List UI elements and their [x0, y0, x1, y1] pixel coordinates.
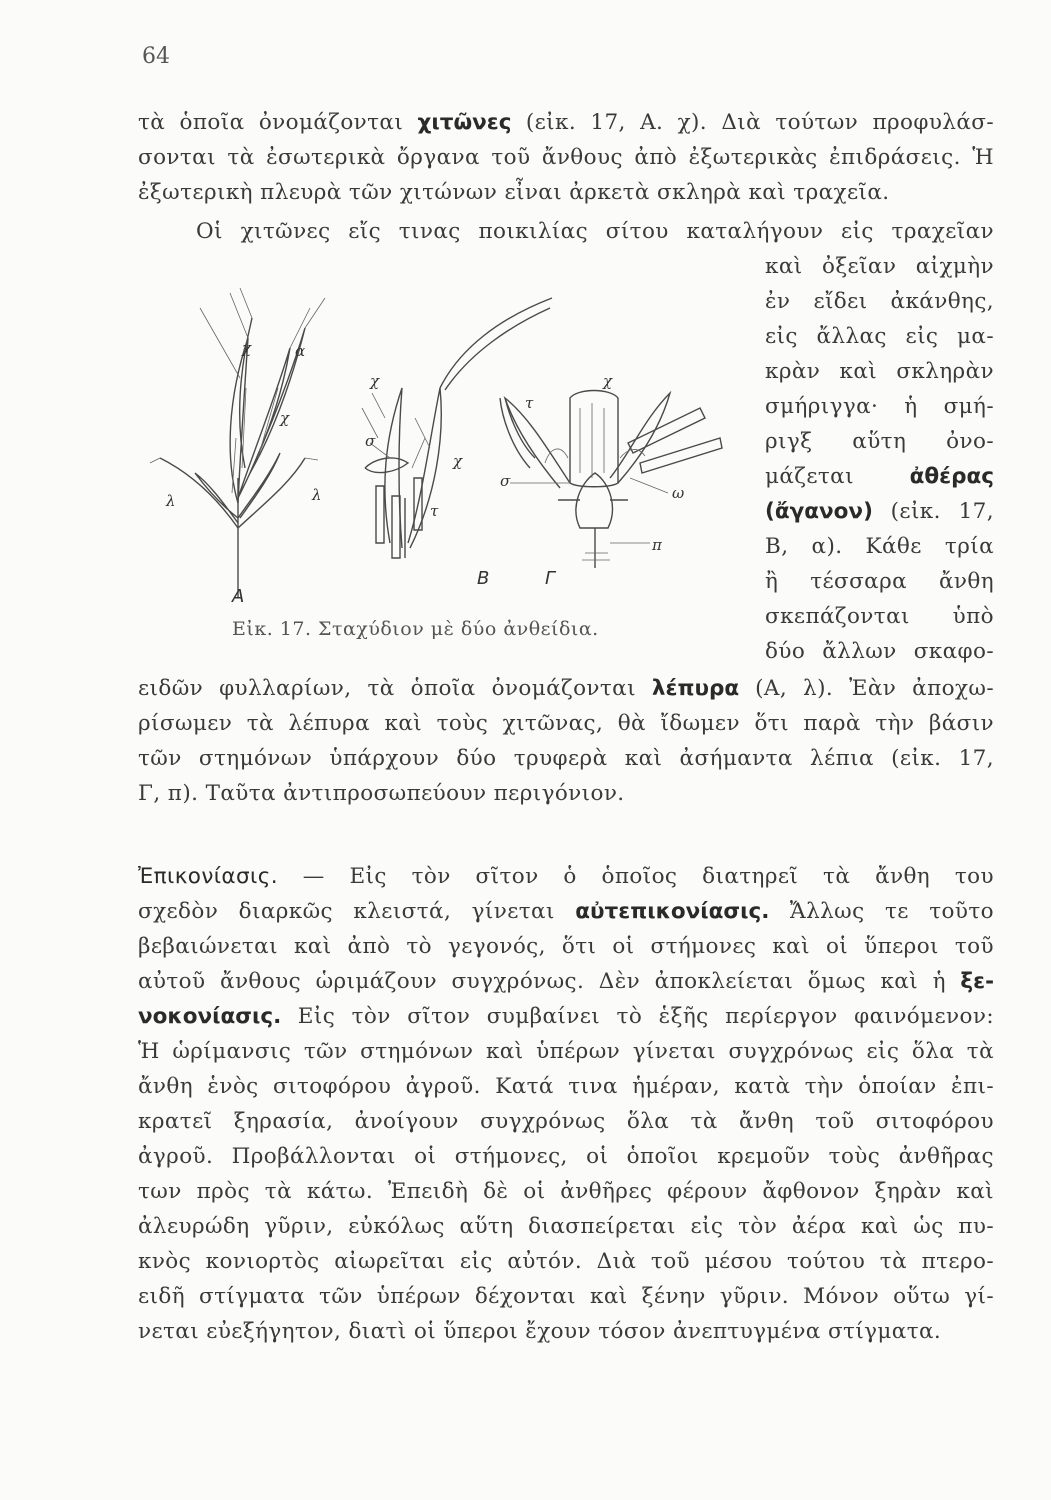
label-omega-c: ω [672, 484, 685, 502]
label-alpha-a: α [295, 342, 306, 360]
text-line: βεβαιώνεται καὶ ἀπὸ τὸ γεγονός, ὅτι οἱ στήμονες καὶ οἱ ὕπεροι τοῦ [138, 934, 994, 959]
label-chi-c: χ [603, 372, 613, 390]
label-pi-c: π [652, 536, 662, 554]
term-autepikoniasis: αὐτεπικονίασις. [575, 899, 770, 924]
text-span: (εἰκ. 17, [872, 499, 994, 524]
panel-b-drawing [362, 298, 552, 558]
text-line: ἐξωτερικὴ πλευρὰ τῶν χιτώνων εἶναι ἀρκετὰ σκληρὰ καὶ τραχεῖα. [138, 180, 890, 205]
text-line [138, 860, 994, 894]
text-line: σονται τὰ ἐσωτερικὰ ὄργανα τοῦ ἄνθους ἀπὸ ἐξωτερικὰς ἐπιδράσεις. Ἡ [138, 145, 994, 170]
text-line [138, 672, 994, 706]
text-line [138, 965, 994, 999]
text-line: σκεπάζονται ὑπὸ [765, 604, 994, 629]
text-line: κρὰν καὶ σκληρὰν [765, 359, 994, 384]
text-line: ρίσωμεν τὰ λέπυρα καὶ τοὺς χιτῶνας, θὰ ἴδωμεν ὅτι παρὰ τὴν βάσιν [138, 711, 994, 736]
text-line: των πρὸς τὰ κάτω. Ἐπειδὴ δὲ οἱ ἀνθῆρες φέρουν ἄφθονον ξηρὰν καὶ [138, 1179, 994, 1204]
text-span: αὐτοῦ ἄνθους ὡριμάζουν συγχρόνως. Δὲν ἀποκλείεται ὅμως καὶ ἡ [138, 969, 961, 994]
label-sigma-c: σ [500, 472, 511, 490]
text-line: καὶ ὀξεῖαν αἰχμὴν [765, 254, 994, 279]
text-line [765, 460, 994, 494]
label-lambda-left: λ [166, 492, 176, 510]
label-chi-b2: χ [453, 452, 463, 470]
label-chi-b: χ [370, 372, 380, 390]
text-line [138, 895, 994, 929]
text-line: ἀγροῦ. Προβάλλονται οἱ στήμονες, οἱ ὁποῖοι κρεμοῦν τοὺς ἀνθῆρας [138, 1144, 994, 1169]
text-line: ἄνθη ἑνὸς σιτοφόρου ἀγροῦ. Κατά τινα ἡμέραν, κατὰ τὴν ὁποίαν ἐπι- [138, 1074, 994, 1099]
text-line: τῶν στημόνων ὑπάρχουν δύο τρυφερὰ καὶ ἀσήμαντα λέπια (εἰκ. 17, [138, 746, 994, 771]
spikelet-illustration [140, 268, 740, 613]
term-chitones: χιτῶνες [417, 110, 512, 135]
text-line: εἰς ἄλλας εἰς μα- [765, 324, 994, 349]
label-lambda-right: λ [312, 486, 322, 504]
page-number: 64 [142, 44, 170, 69]
text-line: ἐν εἴδει ἀκάνθης, [765, 289, 994, 314]
panel-label-b: Β [477, 568, 490, 589]
term-aganon: (ἄγανον) [765, 499, 873, 524]
text-line [765, 495, 994, 529]
text-line [138, 1000, 994, 1034]
label-tau-b: τ [430, 502, 439, 520]
label-leaders [510, 478, 668, 543]
text-span: σχεδὸν διαρκῶς κλειστά, γίνεται [138, 899, 576, 924]
term-atheras: ἀθέρας [909, 464, 994, 489]
text-line: σμήριγγα· ἡ σμή- [765, 394, 994, 419]
text-line [138, 106, 994, 140]
figure-17 [140, 268, 740, 613]
term-xenokoniasis-part1: ξε- [960, 969, 994, 994]
term-xenokoniasis-part2: νοκονίασις. [138, 1004, 282, 1029]
section-heading: Ἐπικονίασις. [138, 864, 278, 889]
panel-label-a: Α [232, 586, 245, 607]
text-span: Ἄλλως τε τοῦτο [769, 899, 994, 924]
text-span: ειδῶν φυλλαρίων, τὰ ὁποῖα ὀνομάζονται [138, 676, 652, 701]
text-line: ριγξ αὕτη ὀνο- [765, 429, 994, 454]
label-tau-c: τ [525, 394, 534, 412]
text-line: ειδῆ στίγματα τῶν ὑπέρων δέχονται καὶ ξένην γῦριν. Μόνον οὕτω γί- [138, 1284, 994, 1309]
text-line: ἢ τέσσαρα ἄνθη [765, 569, 994, 594]
text-line: Ἡ ὡρίμανσις τῶν στημόνων καὶ ὑπέρων γίνεται συγχρόνως εἰς ὅλα τὰ [138, 1039, 994, 1064]
text-line: Β, α). Κάθε τρία [765, 534, 994, 559]
text-line: Οἱ χιτῶνες εἴς τινας ποικιλίας σίτου καταλήγουν εἰς τραχεῖαν [196, 219, 994, 244]
text-line: δύο ἄλλων σκαφο- [765, 639, 994, 664]
text-span: μάζεται [765, 464, 910, 489]
text-span: — Εἰς τὸν σῖτον ὁ ὁποῖος διατηρεῖ τὰ ἄνθη του [277, 864, 994, 889]
text-span: Εἰς τὸν σῖτον συμβαίνει τὸ ἑξῆς περίεργον φαινόμενον: [281, 1004, 994, 1029]
text-span: (εἰκ. 17, Α. χ). Διὰ τούτων προφυλάσ- [511, 110, 994, 135]
text-line: Γ, π). Ταῦτα ἀντιπροσωπεύουν περιγόνιον. [138, 781, 625, 806]
text-line: κνὸς κονιορτὸς αἰωρεῖται εἰς αὐτόν. Διὰ τοῦ μέσου τούτου τὰ πτερο- [138, 1249, 994, 1274]
figure-caption: Εἰκ. 17. Σταχύδιον μὲ δύο ἀνθείδια. [232, 618, 599, 640]
text-span: (Α, λ). Ἐὰν ἀποχω- [739, 676, 994, 701]
text-line: κρατεῖ ξηρασία, ἀνοίγουν συγχρόνως ὅλα τὰ ἄνθη τοῦ σιτοφόρου [138, 1109, 994, 1134]
text-line: ἀλευρώδη γῦριν, εὐκόλως αὕτη διασπείρεται εἰς τὸν ἀέρα καὶ ὡς πυ- [138, 1214, 994, 1239]
panel-c-drawing [500, 391, 722, 569]
text-span: τὰ ὁποῖα ὀνομάζονται [138, 110, 418, 135]
label-chi-a: χ [242, 339, 252, 357]
text-line: νεται εὐεξήγητον, διατὶ οἱ ὕπεροι ἔχουν τόσον ἀνεπτυγμένα στίγματα. [138, 1319, 942, 1344]
panel-a-drawing [150, 288, 325, 598]
label-sigma-b: σ [365, 432, 376, 450]
term-lepyra: λέπυρα [651, 676, 740, 701]
panel-label-c: Γ [545, 568, 556, 589]
label-chi-a2: χ [280, 409, 290, 427]
